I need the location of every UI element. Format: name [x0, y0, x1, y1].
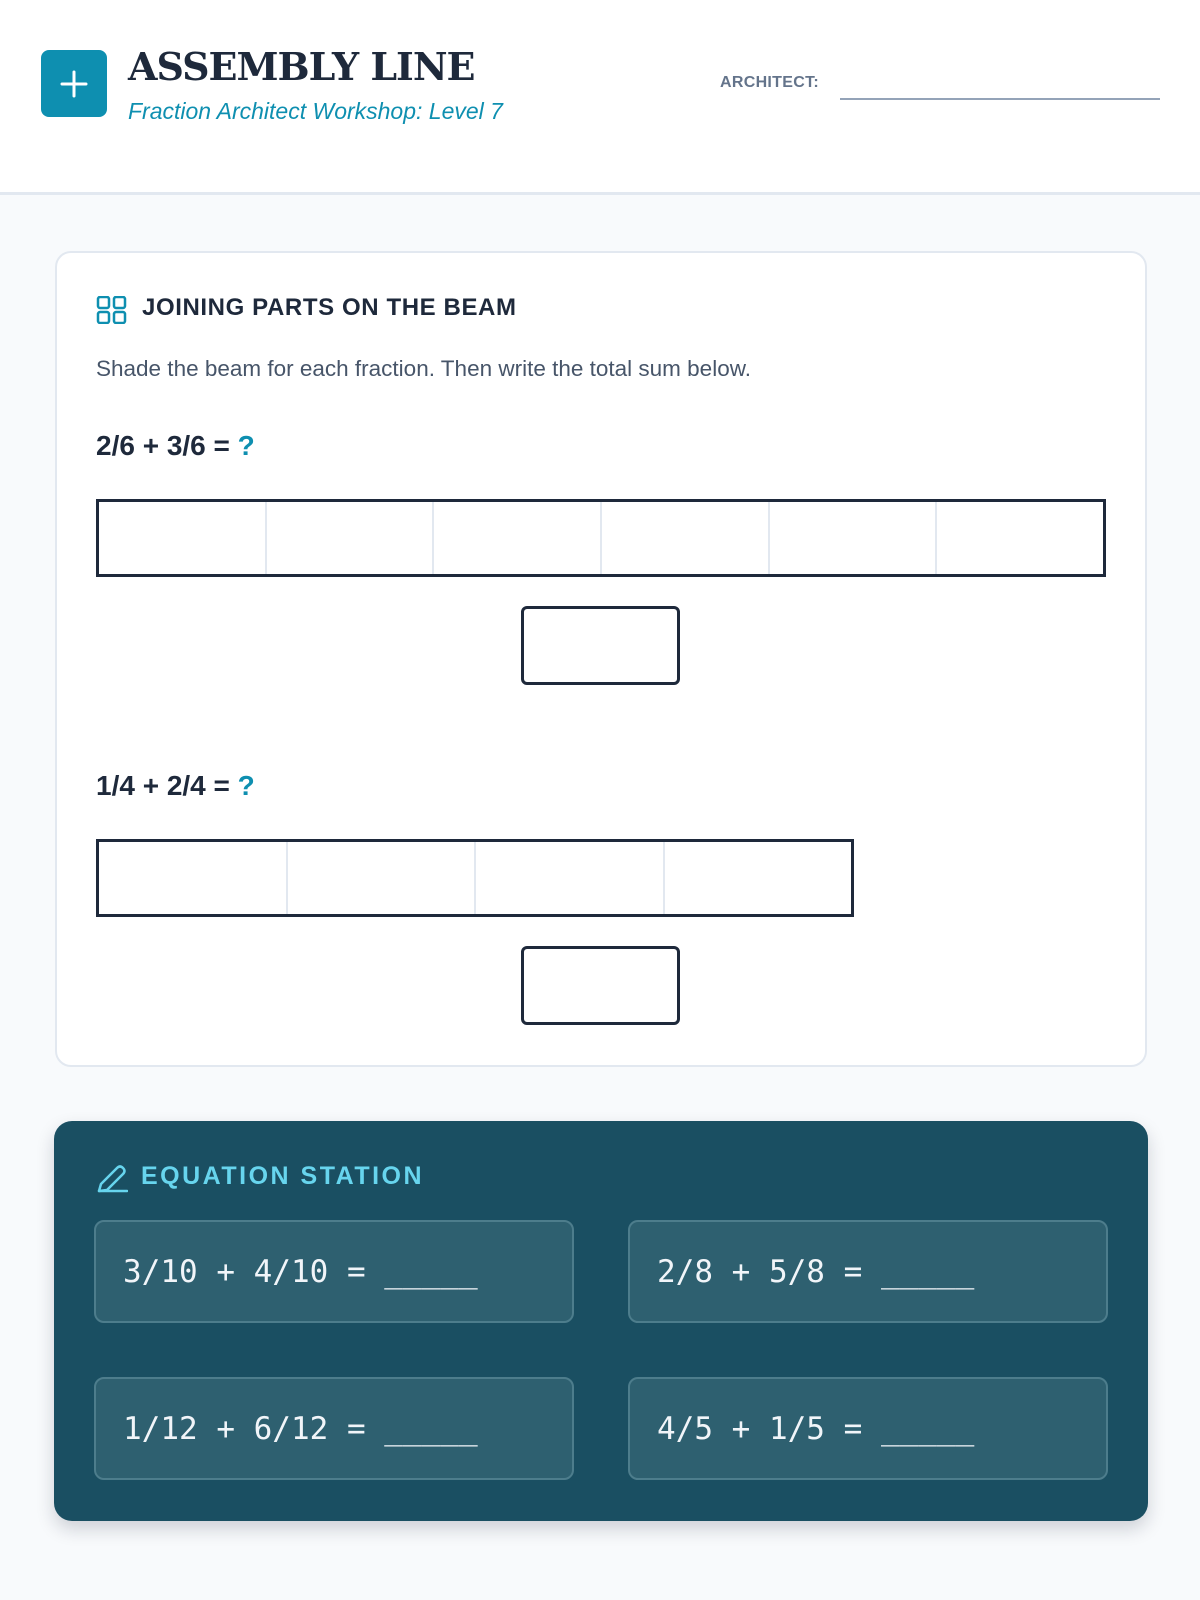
instructions-text: Shade the beam for each fraction. Then write the total sum below. — [96, 356, 751, 381]
equation-text: 1/12 + 6/12 = _____ — [123, 1410, 478, 1447]
beam-segment[interactable] — [99, 502, 267, 574]
architect-name-field[interactable] — [840, 98, 1160, 100]
equation-card[interactable] — [628, 1220, 1108, 1323]
beam-segment[interactable] — [602, 502, 770, 574]
pencil-icon — [94, 1162, 128, 1196]
beam-segment[interactable] — [99, 842, 288, 914]
beam-segment[interactable] — [288, 842, 477, 914]
problem-label — [96, 430, 255, 462]
page-subtitle: Fraction Architect Workshop: Level 7 — [128, 98, 503, 124]
grid-icon — [96, 296, 128, 324]
problem-unknown: ? — [237, 770, 255, 801]
section-title-beams: JOINING PARTS ON THE BEAM — [142, 294, 517, 321]
answer-box[interactable] — [521, 946, 680, 1025]
equation-text: 2/8 + 5/8 = _____ — [657, 1253, 975, 1290]
problem-unknown: ? — [237, 430, 255, 461]
equation-text: 3/10 + 4/10 = _____ — [123, 1253, 478, 1290]
answer-box[interactable] — [521, 606, 680, 685]
page-title: ASSEMBLY LINE — [128, 44, 475, 89]
beam-segment[interactable] — [267, 502, 435, 574]
equation-card[interactable] — [94, 1220, 574, 1323]
beam-segment[interactable] — [476, 842, 665, 914]
worksheet-header — [0, 0, 1200, 195]
architect-label: ARCHITECT: — [720, 74, 819, 91]
problem-expression: 2/6 + 3/6 = — [96, 430, 238, 461]
beam-segment[interactable] — [937, 502, 1103, 574]
equation-card[interactable] — [94, 1377, 574, 1480]
problem-expression: 1/4 + 2/4 = — [96, 770, 238, 801]
equation-card[interactable] — [628, 1377, 1108, 1480]
problem-label — [96, 770, 255, 802]
section-title-equation-station: EQUATION STATION — [141, 1162, 425, 1190]
plus-icon — [59, 69, 89, 99]
logo-badge — [41, 50, 107, 117]
beam-segment[interactable] — [770, 502, 938, 574]
equation-text: 4/5 + 1/5 = _____ — [657, 1410, 975, 1447]
fraction-beam[interactable] — [96, 839, 854, 917]
beam-segment[interactable] — [665, 842, 852, 914]
beam-segment[interactable] — [434, 502, 602, 574]
fraction-beam[interactable] — [96, 499, 1106, 577]
